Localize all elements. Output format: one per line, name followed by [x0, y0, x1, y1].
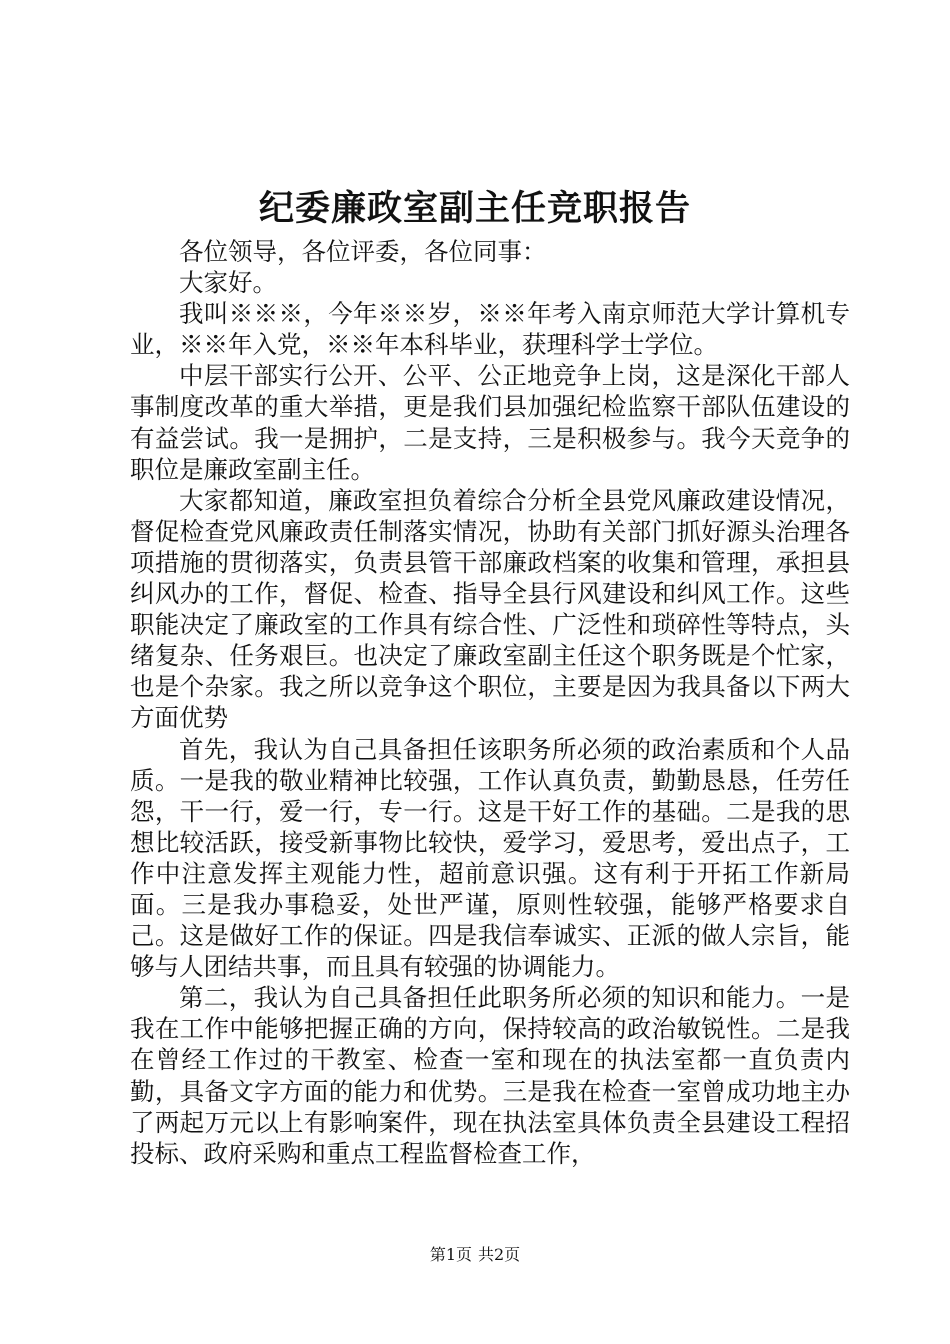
greeting-paragraph: 大家好。 — [179, 268, 277, 298]
page-total: 共2页 — [478, 1245, 521, 1264]
document-body — [130, 236, 850, 1169]
page-footer — [0, 1244, 950, 1266]
duties-paragraph: 大家都知道，廉政室担负着综合分析全县党风廉政建设情况，督促检查党风廉政责任制落实情况，协助有关部门抓好源头治理各项措施的贯彻落实，负责县管干部廉政档案的收集和管理，承担县纠风办的工作，督促、检查、指导全县行风建设和纠风工作。这些职能决定了廉政室的工作具有综合性、广泛性和琐碎性等特点，头绪复杂、任务艰巨。也决定了廉政室副主任这个职务既是个忙家，也是个杂家。我之所以竞争这个职位，主要是因为我具备以下两大方面优势 — [130, 485, 850, 733]
political-quality-paragraph: 首先，我认为自己具备担任该职务所必须的政治素质和个人品质。一是我的敬业精神比较强，工作认真负责，勤勤恳恳，任劳任怨，干一行，爱一行，专一行。这是干好工作的基础。二是我的思想比较活跃，接受新事物比较快，爱学习，爱思考，爱出点子，工作中注意发挥主观能力性，超前意识强。这有利于开拓工作新局面。三是我办事稳妥，处世严谨，原则性较强，能够严格要求自己。这是做好工作的保证。四是我信奉诚实、正派的做人宗旨，能够与人团结共事，而且具有较强的协调能力。 — [130, 734, 850, 982]
self-introduction-paragraph: 我叫※※※，今年※※岁，※※年考入南京师范大学计算机专业，※※年入党，※※年本科毕业，获理科学士学位。 — [130, 299, 850, 360]
knowledge-ability-paragraph: 第二，我认为自己具备担任此职务所必须的知识和能力。一是我在工作中能够把握正确的方向，保持较高的政治敏锐性。二是我在曾经工作过的干教室、检查一室和现在的执法室都一直负责内勤，具备文字方面的能力和优势。三是我在检查一室曾成功地主办了两起万元以上有影响案件，现在执法室具体负责全县建设工程招投标、政府采购和重点工程监督检查工作， — [130, 983, 850, 1168]
page-number: 第1页 — [429, 1245, 472, 1264]
salutation-paragraph: 各位领导，各位评委，各位同事： — [179, 237, 547, 266]
position-statement-paragraph: 中层干部实行公开、公平、公正地竞争上岗，这是深化干部人事制度改革的重大举措，更是我们县加强纪检监察干部队伍建设的有益尝试。我一是拥护，二是支持，三是积极参与。我今天竞争的职位是廉政室副主任。 — [130, 361, 850, 484]
document-title: 纪委廉政室副主任竞职报告 — [258, 188, 691, 229]
